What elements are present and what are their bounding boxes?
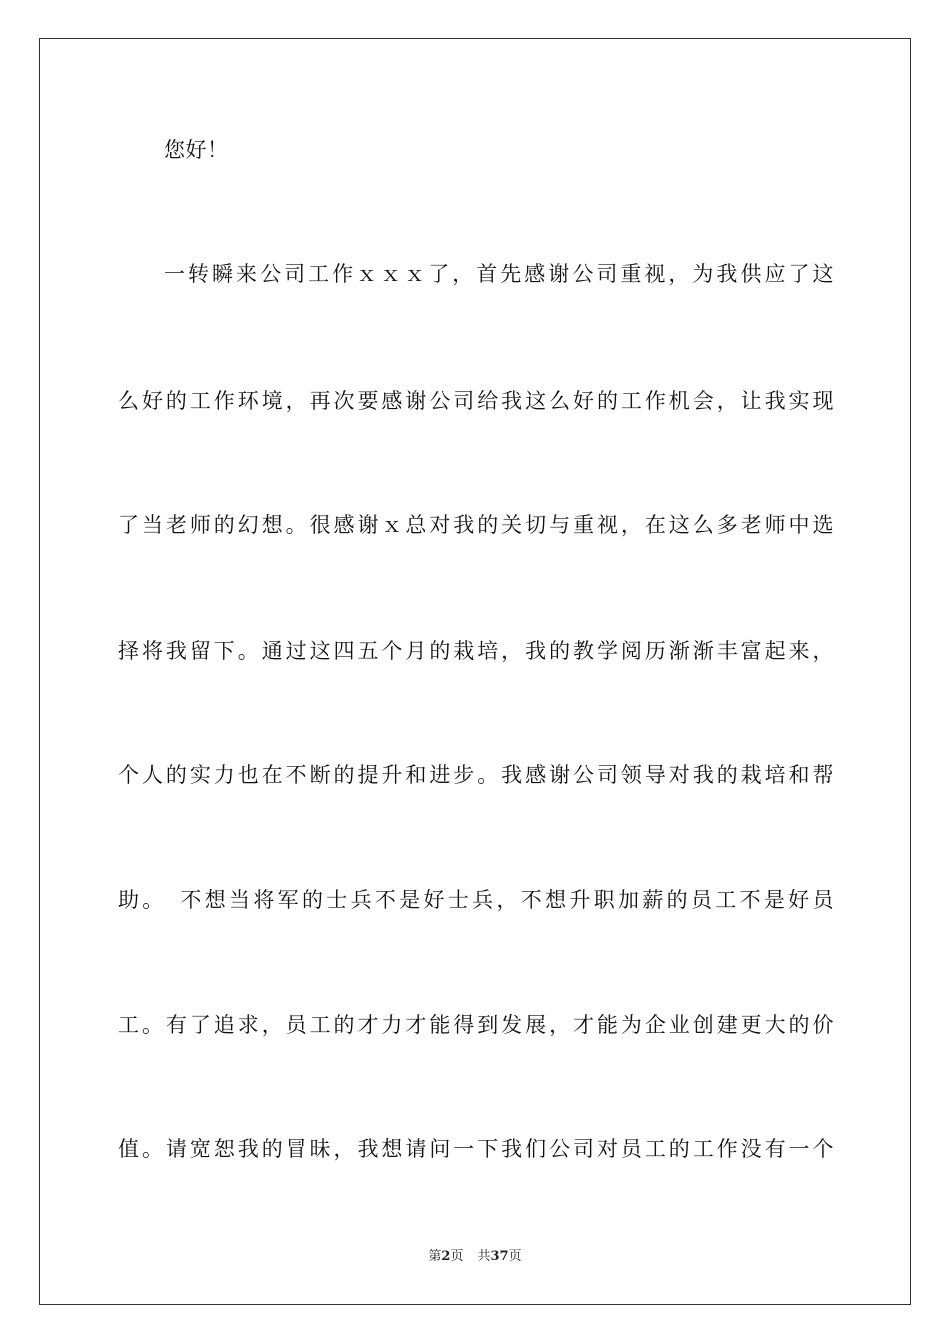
page-number: 2 [441, 1249, 451, 1264]
body-line-8: 值。请宽恕我的冒昧，我想请问一下我们公司对员工的工作没有一个 [118, 1137, 834, 1161]
page-prefix: 第 [428, 1249, 442, 1264]
body-line-2: 么好的工作环境，再次要感谢公司给我这么好的工作机会，让我实现 [118, 389, 834, 413]
page-border [39, 38, 911, 1305]
page-footer [0, 1249, 950, 1265]
body-line-1: 一转瞬来公司工作ｘｘｘ了，首先感谢公司重视，为我供应了这 [164, 262, 834, 286]
greeting-line: 您好！ [164, 138, 229, 162]
total-suffix: 页 [508, 1249, 522, 1264]
body-line-6: 助。 不想当将军的士兵不是好士兵，不想升职加薪的员工不是好员 [118, 888, 834, 912]
body-line-7: 工。有了追求，员工的才力才能得到发展，才能为企业创建更大的价 [118, 1013, 834, 1037]
body-line-5: 个人的实力也在不断的提升和进步。我感谢公司领导对我的栽培和帮 [118, 763, 834, 787]
page-suffix: 页 [450, 1249, 464, 1264]
body-line-3: 了当老师的幻想。很感谢ｘ总对我的关切与重视，在这么多老师中选 [118, 513, 834, 537]
body-line-4: 择将我留下。通过这四五个月的栽培，我的教学阅历渐渐丰富起来， [118, 639, 834, 663]
total-pages: 37 [490, 1249, 509, 1264]
total-prefix: 共 [477, 1249, 491, 1264]
